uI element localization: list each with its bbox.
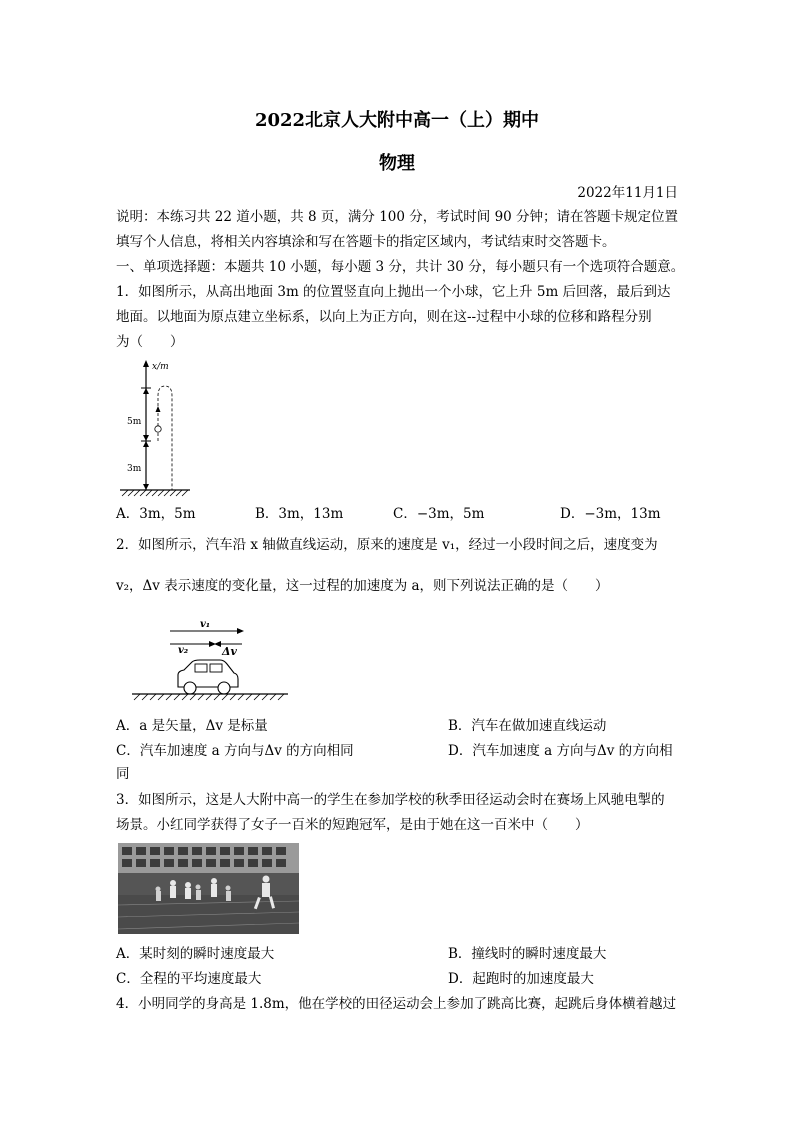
exam-date: 2022年11月1日	[577, 185, 678, 201]
ball-icon	[155, 426, 161, 432]
q3-option-b[interactable]: B．撞线时的瞬时速度最大	[448, 946, 607, 962]
v2-label: v₂	[178, 645, 189, 656]
q1-line-1: 1．如图所示，从高出地面 3m 的位置竖直向上抛出一个小球，它上升 5m 后回落，最后到达	[116, 284, 671, 300]
q4-line-1: 4．小明同学的身高是 1.8m，他在学校的田径运动会上参加了跳高比赛，起跳后身体横着越过	[116, 996, 677, 1012]
q2-line-1: 2．如图所示，汽车沿 x 轴做直线运动，原来的速度是 v₁，经过一小段时间之后，速度变为	[116, 537, 658, 553]
q2-option-a[interactable]: A．a 是矢量，Δv 是标量	[116, 718, 268, 734]
q3-line-1: 3．如图所示，这是人大附中高一的学生在参加学校的秋季田径运动会时在赛场上风驰电掣的	[116, 792, 665, 808]
q1-line-2: 地面。以地面为原点建立坐标系，以向上为正方向，则在这--过程中小球的位移和路程分别	[116, 309, 652, 325]
q1-option-c[interactable]: C．−3m，5m	[393, 506, 485, 522]
q1-line-3: 为（ ）	[116, 334, 184, 350]
q3-option-c[interactable]: C．全程的平均速度最大	[116, 971, 262, 987]
dv-arrow-icon	[214, 641, 221, 647]
label-5m: 5m	[127, 417, 142, 427]
axis-label: x/m	[152, 362, 169, 372]
instructions-line-1: 说明：本练习共 22 道小题，共 8 页，满分 100 分，考试时间 90 分钟；请在答题卡规定位置	[116, 209, 679, 225]
v1-arrow-icon	[237, 628, 244, 634]
q3-option-d[interactable]: D．起跑时的加速度最大	[448, 971, 594, 987]
dv-label: Δv	[222, 645, 237, 658]
q2-line-2: v₂，Δv 表示速度的变化量，这一过程的加速度为 a，则下列说法正确的是（ ）	[116, 578, 609, 594]
q2-figure	[130, 613, 290, 705]
q2-option-b[interactable]: B．汽车在做加速直线运动	[448, 718, 607, 734]
axis-arrow-icon	[143, 360, 149, 367]
q1-option-d[interactable]: D．−3m，13m	[560, 506, 661, 522]
instructions-line-2: 填写个人信息，将相关内容填涂和写在答题卡的指定区域内，考试结束时交答题卡。	[116, 234, 616, 250]
subject-title: 物理	[379, 153, 415, 174]
q1-option-a[interactable]: A．3m，5m	[116, 506, 196, 522]
q2-option-d[interactable]: D．汽车加速度 a 方向与Δv 的方向相	[448, 743, 673, 759]
q1-figure	[116, 358, 196, 498]
section-heading: 一、单项选择题：本题共 10 小题，每小题 3 分，共计 30 分，每小题只有一个选项符合题意。	[116, 259, 685, 275]
exam-title: 2022北京人大附中高一（上）期中	[254, 110, 540, 131]
q3-photo	[118, 843, 299, 934]
v1-label: v₁	[200, 619, 211, 630]
q3-option-a[interactable]: A．某时刻的瞬时速度最大	[116, 946, 275, 962]
down-path	[158, 386, 172, 490]
q2-option-d-continued: 同	[116, 766, 130, 782]
label-3m: 3m	[127, 464, 142, 474]
ground-hatch	[122, 490, 188, 496]
q3-line-2: 场景。小红同学获得了女子一百米的短跑冠军，是由于她在这一百米中（ ）	[116, 817, 589, 833]
q2-option-c[interactable]: C．汽车加速度 a 方向与Δv 的方向相同	[116, 743, 354, 759]
q1-option-b[interactable]: B．3m，13m	[255, 506, 344, 522]
